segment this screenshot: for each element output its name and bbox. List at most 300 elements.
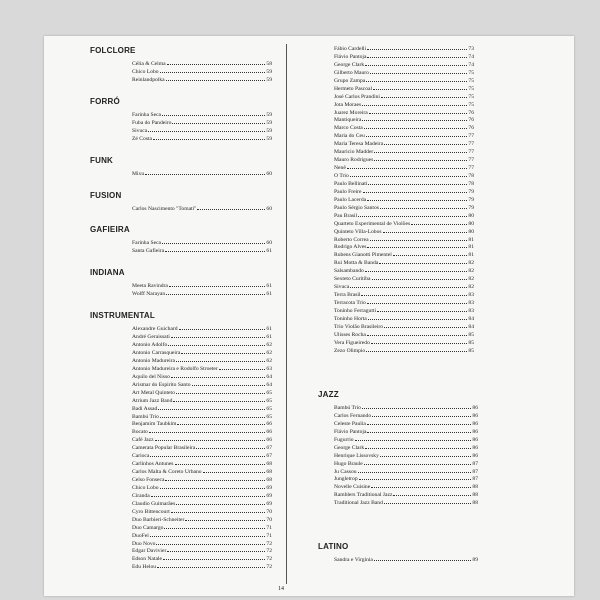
entry-page-number: 88: [472, 500, 478, 507]
entry-page-number: 61: [266, 291, 272, 298]
dot-leader: [366, 346, 467, 352]
index-entry: [132, 110, 272, 118]
index-entry: [132, 289, 272, 297]
section-heading: GAFIEIRA: [90, 225, 130, 235]
dot-leader: [366, 76, 467, 82]
index-entry: [334, 92, 474, 100]
dot-leader: [176, 356, 265, 362]
index-entry: [334, 179, 474, 187]
entry-name: Santa Gafieira: [132, 248, 165, 255]
dot-leader: [165, 475, 265, 481]
index-entry: [334, 76, 474, 84]
entry-name: Ju Cassou: [334, 468, 357, 475]
index-entry: [132, 238, 272, 246]
dot-leader: [373, 84, 467, 90]
index-entry: [132, 554, 272, 562]
dot-leader: [160, 67, 266, 73]
entry-name: Carlos Nascimento "Tomati": [132, 205, 197, 212]
index-entry: [334, 490, 478, 498]
entry-page-number: 65: [266, 413, 272, 420]
entry-name: Art Metal Quinteto: [132, 389, 175, 396]
entry-page-number: 66: [266, 421, 272, 428]
entry-name: Mixu: [132, 170, 145, 177]
dot-leader: [192, 380, 266, 386]
entry-name: Paulo Bellinati: [334, 180, 368, 187]
column-divider: [286, 44, 287, 584]
entry-page-number: 70: [266, 516, 272, 523]
entry-name: Trio Violão Brasileiro: [334, 323, 384, 330]
index-entry: [334, 163, 474, 171]
entry-name: Flávio Pantoja: [334, 53, 367, 60]
index-entry: [132, 412, 272, 420]
entry-name: Henrique Lissovsky: [334, 452, 379, 459]
entry-name: Juarez Moreira: [334, 109, 368, 116]
entry-name: Rui Motta & Banda: [334, 260, 379, 267]
index-entry: [132, 75, 272, 83]
entry-page-number: 71: [266, 532, 272, 539]
dot-leader: [367, 298, 468, 304]
entry-name: Reinlandpolka: [132, 76, 165, 83]
entry-page-number: 87: [472, 476, 478, 483]
dot-leader: [171, 372, 265, 378]
index-entry: [132, 483, 272, 491]
entry-name: Ulisses Rocha: [334, 331, 366, 338]
index-entry: [132, 419, 272, 427]
index-entry: [334, 314, 474, 322]
index-entry: [334, 482, 478, 490]
dot-leader: [383, 227, 468, 233]
entry-page-number: 80: [468, 228, 474, 235]
entry-name: Bocato: [132, 429, 148, 436]
entry-name: Carioca: [132, 453, 150, 460]
entry-name: Fugurrio: [334, 436, 354, 443]
entry-page-number: 85: [468, 339, 474, 346]
entry-page-number: 77: [468, 157, 474, 164]
dot-leader: [196, 443, 265, 449]
entry-page-number: 68: [266, 477, 272, 483]
entry-page-number: 78: [468, 173, 474, 179]
entry-name: Pau Brasil: [334, 212, 358, 219]
dot-leader: [361, 290, 467, 296]
entry-page-number: 86: [472, 420, 478, 427]
dot-leader: [367, 330, 468, 336]
entry-name: DuoFel: [132, 532, 149, 539]
index-entry: [334, 242, 474, 250]
entry-name: Wolff Narayan: [132, 291, 166, 298]
index-entry: [334, 60, 474, 68]
dot-leader: [381, 92, 467, 98]
entry-name: Duo Barbieri-Schneiter: [132, 516, 185, 523]
index-entry: [132, 491, 272, 499]
index-entry: [132, 340, 272, 348]
section-entries: [334, 555, 478, 563]
index-entry: [334, 306, 474, 314]
index-entry: [334, 52, 474, 60]
index-entry: [132, 523, 272, 531]
index-entry: [132, 515, 272, 523]
index-entry: [334, 411, 478, 419]
entry-name: Maria do Ceu: [334, 133, 365, 140]
entry-name: Fuba do Pandeiro: [132, 119, 172, 126]
index-entry: [132, 459, 272, 467]
dot-leader: [168, 340, 265, 346]
entry-page-number: 86: [472, 428, 478, 435]
entry-page-number: 72: [266, 548, 272, 555]
dot-leader: [176, 388, 266, 394]
index-entry: [334, 330, 474, 338]
index-entry: [334, 211, 474, 219]
entry-name: Benjamim Taubkim: [132, 421, 177, 428]
index-entry: [334, 467, 478, 475]
dot-leader: [368, 314, 468, 320]
dot-leader: [359, 474, 472, 480]
index-entry: [132, 380, 272, 388]
entry-page-number: 67: [266, 453, 272, 460]
entry-name: Mauricio Madder: [334, 149, 374, 156]
entry-page-number: 66: [266, 437, 272, 444]
entry-name: Cyro Bittencourt: [132, 508, 170, 515]
section-entries: [132, 238, 272, 254]
entry-page-number: 74: [468, 53, 474, 60]
dot-leader: [367, 242, 467, 248]
index-entry: [334, 427, 478, 435]
entry-name: Grupo Zampa: [334, 77, 366, 84]
index-entry: [334, 123, 474, 131]
entry-name: Hermeto Pascoal: [334, 85, 373, 92]
index-entry: [132, 118, 272, 126]
entry-name: Ciranda: [132, 492, 150, 499]
entry-page-number: 88: [472, 484, 478, 491]
index-entry: [334, 147, 474, 155]
entry-page-number: 61: [266, 248, 272, 255]
entry-page-number: 67: [266, 445, 272, 452]
entry-name: Carlinhos Antunes: [132, 461, 174, 468]
index-entry: [334, 139, 474, 147]
section-heading: FOLCLORE: [90, 46, 136, 55]
entry-page-number: 61: [266, 334, 272, 341]
section-heading: INDIANA: [90, 268, 125, 278]
entry-page-number: 82: [468, 276, 474, 283]
entry-name: Carlos Fernando: [334, 412, 372, 419]
dot-leader: [155, 435, 266, 441]
index-entry: [132, 324, 272, 332]
dot-leader: [380, 451, 472, 457]
entry-name: Marco Costa: [334, 125, 363, 132]
entry-name: Salsambando: [334, 268, 364, 275]
entry-name: Café Jazz: [132, 437, 154, 444]
entry-page-number: 73: [468, 46, 474, 52]
dot-leader: [384, 322, 467, 328]
dot-leader: [158, 404, 265, 410]
entry-name: Maria Teresa Madeira: [334, 141, 384, 148]
index-entry: [132, 451, 272, 459]
dot-leader: [149, 427, 266, 433]
entry-name: Toninho Horta: [334, 315, 367, 322]
entry-page-number: 87: [472, 460, 478, 467]
entry-name: Flávio Pantoja: [334, 428, 367, 435]
dot-leader: [367, 44, 467, 50]
dot-leader: [367, 52, 467, 58]
entry-page-number: 79: [468, 188, 474, 195]
entry-name: Bambú Trio: [132, 413, 159, 420]
dot-leader: [157, 562, 265, 568]
section-heading: FORRÓ: [90, 96, 120, 106]
dot-leader: [362, 115, 467, 121]
entry-page-number: 81: [468, 244, 474, 251]
entry-name: Jota Moraes: [334, 101, 362, 108]
entry-name: Chico Lobo: [132, 484, 159, 491]
index-entry: [334, 227, 474, 235]
entry-page-number: 86: [472, 412, 478, 419]
index-entry: [132, 507, 272, 515]
index-entry: [334, 338, 474, 346]
dot-leader: [164, 523, 265, 529]
index-entry: [334, 403, 478, 411]
index-entry: [334, 474, 478, 482]
entry-name: Farinha Seca: [132, 240, 162, 247]
dot-leader: [167, 59, 266, 65]
entry-name: George Clark: [334, 61, 365, 68]
index-entry: [132, 59, 272, 67]
dot-leader: [365, 266, 468, 272]
dot-leader: [380, 203, 467, 209]
dot-leader: [171, 332, 266, 338]
dot-leader: [153, 134, 265, 140]
entry-page-number: 75: [468, 69, 474, 76]
dot-leader: [362, 403, 472, 409]
entry-page-number: 66: [266, 429, 272, 436]
dot-leader: [371, 338, 468, 344]
dot-leader: [151, 491, 266, 497]
index-entry: [334, 131, 474, 139]
index-entry: [334, 451, 478, 459]
dot-leader: [379, 258, 467, 264]
entry-page-number: 83: [468, 300, 474, 306]
dot-leader: [160, 483, 266, 489]
right-column-list: [334, 44, 474, 354]
entry-page-number: 65: [266, 389, 272, 396]
index-entry: [334, 100, 474, 108]
dot-leader: [150, 451, 265, 457]
dot-leader: [185, 515, 265, 521]
entry-name: Toninho Ferragutti: [334, 307, 377, 314]
entry-page-number: 64: [266, 373, 272, 380]
dot-leader: [347, 163, 468, 169]
entry-page-number: 82: [468, 284, 474, 291]
index-entry: [334, 266, 474, 274]
entry-name: Sandra e Virginia: [334, 557, 373, 564]
entry-page-number: 86: [472, 444, 478, 451]
index-entry: [132, 562, 272, 570]
dot-leader: [165, 246, 265, 252]
dot-leader: [175, 459, 266, 465]
dot-leader: [148, 126, 265, 132]
entry-page-number: 71: [266, 524, 272, 531]
entry-page-number: 85: [468, 347, 474, 354]
dot-leader: [358, 467, 472, 473]
dot-leader: [364, 123, 468, 129]
index-entry: [132, 246, 272, 254]
entry-page-number: 75: [468, 101, 474, 108]
dot-leader: [179, 324, 266, 330]
entry-page-number: 81: [468, 236, 474, 243]
dot-leader: [366, 131, 468, 137]
index-entry: [132, 443, 272, 451]
entry-page-number: 86: [472, 405, 478, 411]
index-entry: [132, 204, 272, 212]
entry-name: Celeste Paulia: [334, 420, 366, 427]
dot-leader: [374, 555, 471, 561]
dot-leader: [372, 411, 471, 417]
entry-name: Mauro Rodrigues: [334, 157, 374, 164]
entry-page-number: 65: [266, 397, 272, 404]
entry-page-number: 86: [472, 436, 478, 443]
index-entry: [132, 134, 272, 142]
entry-page-number: 79: [468, 204, 474, 211]
entry-page-number: 75: [468, 85, 474, 92]
entry-name: Edgar Davivier: [132, 548, 167, 555]
index-entry: [334, 171, 474, 179]
index-entry: [334, 282, 474, 290]
entry-page-number: 80: [468, 220, 474, 227]
entry-page-number: 76: [468, 117, 474, 124]
entry-page-number: 69: [266, 500, 272, 507]
index-entry: [334, 250, 474, 258]
entry-name: Antonio Madureira: [132, 357, 176, 364]
entry-name: Nenê: [334, 165, 346, 172]
dot-leader: [176, 499, 265, 505]
dot-leader: [393, 490, 471, 496]
entry-name: Meeta Ravindra: [132, 283, 168, 290]
entry-name: Fábio Cardelli: [334, 46, 367, 52]
section-entries: [132, 110, 272, 142]
index-entry: [132, 427, 272, 435]
index-entry: [132, 396, 272, 404]
dot-leader: [371, 482, 471, 488]
index-entry: [334, 419, 478, 427]
dot-leader: [377, 306, 467, 312]
right-column-sections: [318, 390, 478, 563]
entry-page-number: 77: [468, 165, 474, 172]
index-entry: [132, 67, 272, 75]
dot-leader: [171, 507, 266, 513]
index-entry: [334, 44, 474, 52]
entry-name: Paulo Freire: [334, 188, 362, 195]
dot-leader: [150, 531, 266, 537]
section-heading: INSTRUMENTAL: [90, 311, 155, 321]
entry-page-number: 78: [468, 180, 474, 187]
entry-page-number: 60: [266, 170, 272, 177]
entry-name: George Clark: [334, 444, 365, 451]
entry-page-number: 82: [468, 268, 474, 275]
entry-page-number: 84: [468, 315, 474, 322]
entry-name: José Carlos Prandini: [334, 93, 380, 100]
entry-page-number: 59: [266, 135, 272, 142]
index-entry: [334, 187, 474, 195]
entry-name: Mantiqueira: [334, 117, 362, 124]
section-entries: [334, 403, 478, 506]
dot-leader: [172, 118, 265, 124]
section-entries: [132, 204, 272, 212]
entry-name: Arismar do Espirito Santo: [132, 381, 191, 388]
entry-page-number: 59: [266, 119, 272, 126]
index-entry: [334, 443, 478, 451]
index-entry: [334, 459, 478, 467]
entry-name: Badi Assad: [132, 405, 158, 412]
dot-leader: [156, 539, 265, 545]
entry-name: Ramblers Traditional Jazz: [334, 492, 393, 499]
section-heading: FUSION: [90, 190, 122, 200]
index-entry: [334, 290, 474, 298]
entry-page-number: 61: [266, 283, 272, 290]
entry-page-number: 59: [266, 68, 272, 75]
section-heading: LATINO: [318, 542, 349, 552]
index-entry: [132, 169, 272, 177]
index-entry: [132, 332, 272, 340]
entry-name: Paulo Lacerda: [334, 196, 367, 203]
entry-page-number: 63: [266, 365, 272, 372]
index-entry: [334, 155, 474, 163]
index-entry: [334, 235, 474, 243]
entry-page-number: 80: [468, 212, 474, 219]
entry-name: Célia & Celma: [132, 61, 166, 67]
entry-page-number: 72: [266, 564, 272, 571]
entry-name: Traditional Jazz Band: [334, 500, 383, 507]
page-number: 14: [278, 586, 284, 592]
entry-name: O Trio: [334, 173, 349, 179]
dot-leader: [167, 546, 265, 552]
dot-leader: [173, 396, 265, 402]
entry-page-number: 76: [468, 125, 474, 132]
entry-page-number: 59: [266, 76, 272, 83]
index-entry: [334, 435, 478, 443]
dot-leader: [203, 467, 266, 473]
index-entry: [334, 498, 478, 506]
dot-leader: [364, 459, 472, 465]
dot-leader: [365, 60, 467, 66]
index-entry: [132, 435, 272, 443]
entry-page-number: 82: [468, 260, 474, 267]
entry-page-number: 70: [266, 508, 272, 515]
index-entry: [334, 195, 474, 203]
index-entry: [132, 348, 272, 356]
entry-name: Alexandre Guichard: [132, 326, 178, 333]
entry-page-number: 77: [468, 149, 474, 156]
section-entries: [132, 59, 272, 83]
dot-leader: [358, 211, 467, 217]
entry-name: Gilberto Mauro: [334, 69, 369, 76]
entry-name: Duo Novo: [132, 540, 156, 547]
entry-page-number: 76: [468, 109, 474, 116]
dot-leader: [367, 195, 467, 201]
section-entries: [132, 169, 272, 177]
index-entry: [334, 203, 474, 211]
section-entries: [132, 281, 272, 297]
entry-page-number: 59: [266, 111, 272, 118]
entry-page-number: 60: [266, 205, 272, 212]
dot-leader: [374, 147, 467, 153]
entry-name: Duo Camargo: [132, 524, 164, 531]
dot-leader: [197, 204, 265, 210]
dot-leader: [384, 139, 467, 145]
entry-name: Bambú Trio: [334, 405, 361, 411]
entry-page-number: 83: [468, 292, 474, 299]
index-entry: [132, 499, 272, 507]
index-entry: [132, 281, 272, 289]
entry-name: Quinteto Villa-Lobos: [334, 228, 382, 235]
entry-page-number: 58: [266, 61, 272, 67]
dot-leader: [350, 171, 468, 177]
